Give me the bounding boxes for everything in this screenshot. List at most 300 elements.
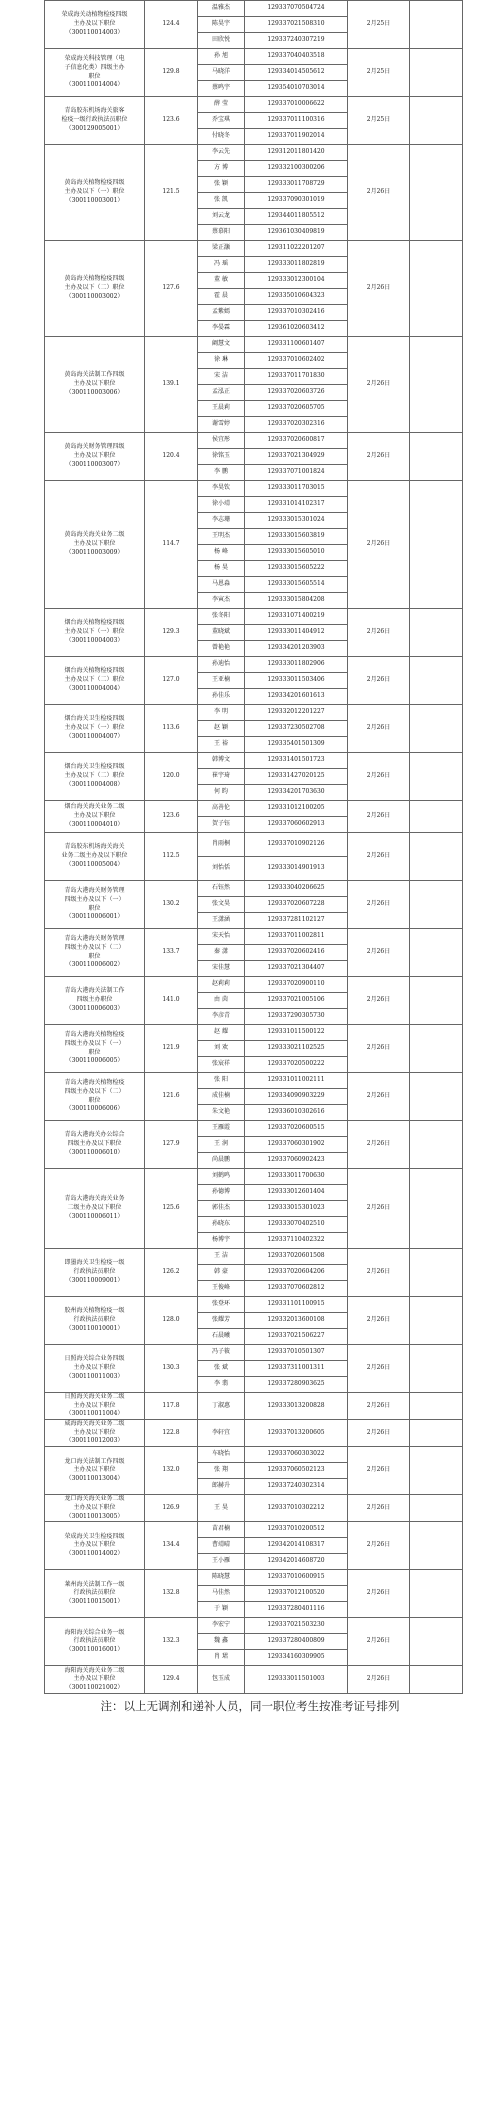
candidate-name: 马恩淼 — [198, 577, 245, 593]
candidate-name: 孟泓正 — [198, 385, 245, 401]
position-line: 行政执法员职位 — [73, 1316, 116, 1324]
position-line: 龙口海关法制工作四级 — [64, 1457, 125, 1465]
exam-number: 129334201203903 — [245, 641, 348, 657]
interview-date: 2月26日 — [348, 145, 410, 241]
exam-number: 129337240302314 — [245, 1479, 348, 1495]
candidate-name: 张 阳 — [198, 1073, 245, 1089]
candidate-name: 霍 晨 — [198, 289, 245, 305]
candidate-name: 韩博文 — [198, 753, 245, 769]
candidate-name: 蔡慕阳 — [198, 225, 245, 241]
table-row — [45, 929, 463, 945]
score-cell: 122.8 — [145, 1420, 198, 1447]
position-line: （300110006010） — [65, 1148, 124, 1156]
candidate-name: 秦 潇 — [198, 945, 245, 961]
position-line: （300110006005） — [65, 1057, 124, 1065]
exam-number: 129337311001311 — [245, 1361, 348, 1377]
exam-number: 129333011501003 — [245, 1666, 348, 1694]
remark-cell — [410, 657, 463, 705]
table-row — [45, 705, 463, 721]
interview-date: 2月26日 — [348, 609, 410, 657]
position-line: 主办及以下（一）职位 — [64, 188, 125, 196]
candidate-name: 徐铭玉 — [198, 449, 245, 465]
table-row — [45, 657, 463, 673]
exam-number: 129333011703015 — [245, 481, 348, 497]
position-line: 职位 — [88, 1096, 101, 1104]
position-cell — [45, 1249, 145, 1297]
candidate-name: 何 昀 — [198, 785, 245, 801]
position-line: 主办及以下职位 — [73, 1364, 116, 1372]
exam-number: 129342014608720 — [245, 1554, 348, 1570]
position-cell — [45, 1522, 145, 1570]
position-line: （300110005004） — [65, 860, 124, 868]
exam-number: 129337240307219 — [245, 33, 348, 49]
exam-number: 129333015603819 — [245, 529, 348, 545]
candidate-name: 张耀芳 — [198, 1313, 245, 1329]
position-line: 主办及以下职位 — [73, 1428, 116, 1436]
position-line: 青岛大港海关财务管理 — [64, 887, 125, 895]
remark-cell — [410, 801, 463, 833]
table-row — [45, 1495, 463, 1522]
position-line: 四级主办及以下（一） — [64, 895, 125, 903]
score-cell: 130.3 — [145, 1345, 198, 1393]
exam-number: 129331014102317 — [245, 497, 348, 513]
remark-cell — [410, 1393, 463, 1420]
table-row — [45, 1169, 463, 1185]
exam-number: 129337060902423 — [245, 1153, 348, 1169]
position-cell — [45, 1570, 145, 1618]
candidate-name: 杨 昊 — [198, 561, 245, 577]
candidate-name: 孙晓东 — [198, 1217, 245, 1233]
exam-number: 129337021304929 — [245, 449, 348, 465]
candidate-name: 宋佳慧 — [198, 961, 245, 977]
position-cell — [45, 241, 145, 337]
position-line: 主办及以下职位 — [73, 540, 116, 548]
exam-number: 129334201703630 — [245, 785, 348, 801]
position-line: 日照海关海关业务二级 — [64, 1393, 125, 1400]
exam-number: 129333015605010 — [245, 545, 348, 561]
exam-number: 129334014505612 — [245, 65, 348, 81]
interview-list-table — [44, 0, 463, 1694]
candidate-name: 郎赫升 — [198, 1479, 245, 1495]
candidate-name: 付晓冬 — [198, 129, 245, 145]
exam-number: 129337010600915 — [245, 1570, 348, 1586]
candidate-name: 薛 莹 — [198, 97, 245, 113]
candidate-name: 李彦青 — [198, 1009, 245, 1025]
exam-number: 129335010604323 — [245, 289, 348, 305]
exam-number: 129337230502708 — [245, 721, 348, 737]
position-line: 行政执法员职位 — [73, 1637, 116, 1645]
position-line: 烟台海关植物检疫四级 — [64, 619, 125, 627]
exam-number: 129312011801420 — [245, 145, 348, 161]
table-row — [45, 1447, 463, 1463]
table-row — [45, 1249, 463, 1265]
exam-number: 129337021503230 — [245, 1618, 348, 1634]
interview-date: 2月26日 — [348, 657, 410, 705]
candidate-name: 刘云龙 — [198, 209, 245, 225]
candidate-name: 尚晨鹏 — [198, 1153, 245, 1169]
candidate-name: 蔡鸣宇 — [198, 81, 245, 97]
table-row — [45, 433, 463, 449]
score-cell: 125.6 — [145, 1169, 198, 1249]
position-line: 职位 — [88, 72, 101, 80]
position-cell — [45, 1495, 145, 1522]
table-row — [45, 1297, 463, 1313]
exam-number: 129333011802819 — [245, 257, 348, 273]
score-cell: 130.2 — [145, 881, 198, 929]
candidate-name: 张 凯 — [198, 193, 245, 209]
position-cell — [45, 1025, 145, 1073]
exam-number: 129333013200828 — [245, 1393, 348, 1420]
candidate-name: 孙迪怡 — [198, 657, 245, 673]
position-cell — [45, 97, 145, 145]
candidate-name: 田欣悦 — [198, 33, 245, 49]
exam-number: 129337020302316 — [245, 417, 348, 433]
footnote: 注：以上无调剂和递补人员，同一职位考生按准考证号排列 — [100, 1699, 400, 1714]
score-cell: 132.8 — [145, 1570, 198, 1618]
table-row — [45, 1, 463, 17]
position-line: 青岛大港海关财务管理 — [64, 935, 125, 943]
exam-number: 129333011404912 — [245, 625, 348, 641]
position-cell — [45, 433, 145, 481]
remark-cell — [410, 705, 463, 753]
candidate-name: 肖雨桐 — [198, 833, 245, 857]
table-row — [45, 1570, 463, 1586]
position-line: 黄岛海关植物检疫四级 — [64, 179, 125, 187]
remark-cell — [410, 145, 463, 241]
remark-cell — [410, 1345, 463, 1393]
exam-number: 129337020900110 — [245, 977, 348, 993]
score-cell: 117.8 — [145, 1393, 198, 1420]
exam-number: 129333070402510 — [245, 1217, 348, 1233]
position-cell — [45, 1073, 145, 1121]
exam-number: 129337280400809 — [245, 1634, 348, 1650]
candidate-name: 王明杰 — [198, 529, 245, 545]
position-cell — [45, 1345, 145, 1393]
remark-cell — [410, 1025, 463, 1073]
score-cell: 121.6 — [145, 1073, 198, 1121]
candidate-name: 梁正灏 — [198, 241, 245, 257]
candidate-name: 张登环 — [198, 1297, 245, 1313]
exam-number: 129337290305730 — [245, 1009, 348, 1025]
interview-date: 2月26日 — [348, 1420, 410, 1447]
position-cell — [45, 609, 145, 657]
score-cell: 121.5 — [145, 145, 198, 241]
table-row — [45, 145, 463, 161]
interview-date: 2月25日 — [348, 1, 410, 49]
position-cell — [45, 705, 145, 753]
position-line: 海阳海关海关业务二级 — [64, 1666, 125, 1674]
exam-number: 129337090301019 — [245, 193, 348, 209]
exam-number: 129342014108317 — [245, 1538, 348, 1554]
position-line: 青岛大港海关植物检疫 — [64, 1031, 125, 1039]
position-cell — [45, 337, 145, 433]
candidate-name: 赵莉莉 — [198, 977, 245, 993]
position-cell — [45, 1169, 145, 1249]
position-line: （300110010001） — [65, 1324, 124, 1332]
interview-date: 2月26日 — [348, 1249, 410, 1297]
score-cell: 123.6 — [145, 97, 198, 145]
interview-date: 2月26日 — [348, 1297, 410, 1345]
candidate-name: 王亚楠 — [198, 673, 245, 689]
table-row — [45, 1522, 463, 1538]
position-cell — [45, 1, 145, 49]
position-line: 龙口海关海关业务二级 — [64, 1495, 125, 1503]
position-line: 职位 — [88, 904, 101, 912]
remark-cell — [410, 1666, 463, 1694]
position-line: （300129005001） — [65, 124, 124, 132]
position-line: 黄岛海关财务管理四级 — [64, 443, 125, 451]
remark-cell — [410, 1495, 463, 1522]
score-cell: 113.6 — [145, 705, 198, 753]
candidate-name: 冯子筱 — [198, 1345, 245, 1361]
candidate-name: 李轩宜 — [198, 1420, 245, 1447]
position-line: 四级主办职位 — [76, 996, 113, 1004]
position-cell — [45, 1297, 145, 1345]
candidate-name: 徐小靖 — [198, 497, 245, 513]
position-line: 四级主办及以下（一） — [64, 1039, 125, 1047]
interview-date: 2月26日 — [348, 337, 410, 433]
position-line: （300110009001） — [65, 1276, 124, 1284]
candidate-name: 董晓斌 — [198, 625, 245, 641]
score-cell: 120.4 — [145, 433, 198, 481]
score-cell: 127.0 — [145, 657, 198, 705]
position-line: 业务二级主办及以下职位 — [61, 852, 128, 860]
position-cell — [45, 1420, 145, 1447]
exam-number: 129337013200605 — [245, 1420, 348, 1447]
candidate-name: 冯 瑶 — [198, 257, 245, 273]
candidate-name: 曹靖晴 — [198, 1538, 245, 1554]
candidate-name: 张 颖 — [198, 177, 245, 193]
exam-number: 129331071400219 — [245, 609, 348, 625]
exam-number: 129337020602416 — [245, 945, 348, 961]
candidate-name: 董 敏 — [198, 273, 245, 289]
interview-date: 2月26日 — [348, 1073, 410, 1121]
position-line: 青岛大港海关办公综合 — [64, 1131, 125, 1139]
position-line: 烟台海关卫生检疫四级 — [64, 763, 125, 771]
position-line: 荣成海关科技管理（电 — [64, 55, 125, 63]
remark-cell — [410, 49, 463, 97]
position-cell — [45, 1393, 145, 1420]
candidate-name: 宋天怡 — [198, 929, 245, 945]
exam-number: 129337010302212 — [245, 1495, 348, 1522]
interview-date: 2月26日 — [348, 1570, 410, 1618]
position-line: （300110011004） — [65, 1410, 124, 1418]
exam-number: 129336010302616 — [245, 1105, 348, 1121]
candidate-name: 王小雁 — [198, 1554, 245, 1570]
position-line: （300110003001） — [65, 196, 124, 204]
position-line: 主办及以下（一）职位 — [64, 628, 125, 636]
position-line: （300110003002） — [65, 292, 124, 300]
exam-number: 129331401501723 — [245, 753, 348, 769]
candidate-name: 张 斌 — [198, 1361, 245, 1377]
exam-number: 129337021304407 — [245, 961, 348, 977]
interview-date: 2月26日 — [348, 1618, 410, 1666]
position-line: 主办及以下职位 — [73, 1401, 116, 1409]
score-cell: 133.7 — [145, 929, 198, 977]
table-row — [45, 97, 463, 113]
position-cell — [45, 49, 145, 97]
candidate-name: 车晓怡 — [198, 1447, 245, 1463]
exam-number: 129344011805512 — [245, 209, 348, 225]
remark-cell — [410, 241, 463, 337]
position-line: （300110004008） — [65, 780, 124, 788]
position-line: 威海海关海关业务二级 — [64, 1420, 125, 1428]
exam-number: 129337020500222 — [245, 1057, 348, 1073]
interview-date: 2月26日 — [348, 705, 410, 753]
position-line: 职位 — [88, 952, 101, 960]
table-row — [45, 1618, 463, 1634]
position-line: 青岛胶东机场海关旅客 — [64, 107, 125, 115]
position-line: 检疫一级行政执法员职位 — [61, 116, 128, 124]
position-line: 主办及以下（二）职位 — [64, 772, 125, 780]
position-line: 黄岛海关海关业务二级 — [64, 531, 125, 539]
table-row — [45, 753, 463, 769]
candidate-name: 李志珊 — [198, 513, 245, 529]
interview-date: 2月26日 — [348, 1447, 410, 1495]
exam-number: 129334201601613 — [245, 689, 348, 705]
position-line: （300110021002） — [65, 1684, 124, 1692]
interview-date: 2月25日 — [348, 49, 410, 97]
candidate-name: 李 鹏 — [198, 465, 245, 481]
exam-number: 129337010006622 — [245, 97, 348, 113]
candidate-name: 刘 欢 — [198, 1041, 245, 1057]
position-line: （300110004003） — [65, 636, 124, 644]
position-line: 烟台海关海关业务二级 — [64, 803, 125, 811]
exam-number: 129337070602812 — [245, 1281, 348, 1297]
interview-date: 2月26日 — [348, 833, 410, 881]
exam-number: 129333014901913 — [245, 857, 348, 881]
position-line: 黄岛海关植物检疫四级 — [64, 275, 125, 283]
candidate-name: 陈晓慧 — [198, 1570, 245, 1586]
candidate-name: 王 润 — [198, 1137, 245, 1153]
interview-date: 2月26日 — [348, 481, 410, 609]
exam-number: 129333011802906 — [245, 657, 348, 673]
remark-cell — [410, 1, 463, 49]
candidate-name: 李宏宁 — [198, 1618, 245, 1634]
candidate-name: 苗君楠 — [198, 1522, 245, 1538]
position-line: （300110004007） — [65, 732, 124, 740]
candidate-name: 李寅杰 — [198, 593, 245, 609]
position-line: （300110003007） — [65, 460, 124, 468]
candidate-name: 阚慧文 — [198, 337, 245, 353]
exam-number: 129337011902014 — [245, 129, 348, 145]
position-line: （300110013004） — [65, 1474, 124, 1482]
interview-date: 2月26日 — [348, 241, 410, 337]
candidate-name: 石钰然 — [198, 881, 245, 897]
exam-number: 129337020600817 — [245, 433, 348, 449]
score-cell: 121.9 — [145, 1025, 198, 1073]
interview-date: 2月26日 — [348, 1169, 410, 1249]
position-line: （300110016001） — [65, 1646, 124, 1654]
remark-cell — [410, 833, 463, 881]
candidate-name: 徐 琳 — [198, 353, 245, 369]
candidate-name: 方 博 — [198, 161, 245, 177]
table-row — [45, 881, 463, 897]
score-cell: 132.3 — [145, 1618, 198, 1666]
candidate-name: 孙 旭 — [198, 49, 245, 65]
exam-number: 129337010902126 — [245, 833, 348, 857]
candidate-name: 李 明 — [198, 705, 245, 721]
position-cell — [45, 881, 145, 929]
candidate-name: 郭佳杰 — [198, 1201, 245, 1217]
position-line: （300110014002） — [65, 1550, 124, 1558]
candidate-name: 杨 峰 — [198, 545, 245, 561]
candidate-name: 侯宜彤 — [198, 433, 245, 449]
position-line: 主办及以下职位 — [73, 812, 116, 820]
position-cell — [45, 1666, 145, 1694]
position-line: （300110003009） — [65, 548, 124, 556]
position-line: 主办及以下（二）职位 — [64, 284, 125, 292]
position-line: 青岛大港海关植物检疫 — [64, 1079, 125, 1087]
candidate-name: 温雅杰 — [198, 1, 245, 17]
score-cell: 127.6 — [145, 241, 198, 337]
candidate-name: 王 昊 — [198, 1495, 245, 1522]
position-line: （300110006002） — [65, 961, 124, 969]
exam-number: 129361020603412 — [245, 321, 348, 337]
remark-cell — [410, 1249, 463, 1297]
remark-cell — [410, 881, 463, 929]
candidate-name: 赵 颖 — [198, 721, 245, 737]
exam-number: 129337010602402 — [245, 353, 348, 369]
table-row — [45, 49, 463, 65]
candidate-name: 孙德博 — [198, 1185, 245, 1201]
exam-number: 129333015605514 — [245, 577, 348, 593]
position-cell — [45, 929, 145, 977]
position-cell — [45, 753, 145, 801]
score-cell: 132.0 — [145, 1447, 198, 1495]
position-line: 四级主办及以下（二） — [64, 943, 125, 951]
exam-number: 129337280401116 — [245, 1602, 348, 1618]
position-line: 胶州海关植物检疫一级 — [64, 1307, 125, 1315]
exam-number: 129337020604206 — [245, 1265, 348, 1281]
candidate-name: 李 翡 — [198, 1377, 245, 1393]
position-line: 即墨海关卫生检疫一级 — [64, 1259, 125, 1267]
position-line: 主办及以下职位 — [73, 380, 116, 388]
position-line: （300110012003） — [65, 1437, 124, 1445]
candidate-name: 宋 洁 — [198, 369, 245, 385]
exam-number: 129332012201227 — [245, 705, 348, 721]
exam-number: 129337060602913 — [245, 817, 348, 833]
candidate-name: 张冬阳 — [198, 609, 245, 625]
interview-date: 2月26日 — [348, 1345, 410, 1393]
candidate-name: 高善伦 — [198, 801, 245, 817]
position-line: 四级主办及以下（二） — [64, 1087, 125, 1095]
table-row — [45, 1073, 463, 1089]
candidate-name: 魏 鑫 — [198, 1634, 245, 1650]
position-line: 主办及以下（二）职位 — [64, 676, 125, 684]
position-line: 主办及以下职位 — [73, 20, 116, 28]
interview-date: 2月26日 — [348, 1025, 410, 1073]
exam-number: 129337020601508 — [245, 1249, 348, 1265]
position-line: （300110014004） — [65, 81, 124, 89]
exam-number: 129331011500122 — [245, 1025, 348, 1041]
table-row — [45, 1420, 463, 1447]
position-line: （300110013005） — [65, 1512, 124, 1520]
candidate-name: 肖 珺 — [198, 1650, 245, 1666]
exam-number: 129337021506227 — [245, 1329, 348, 1345]
interview-date: 2月26日 — [348, 753, 410, 801]
candidate-name: 乔宝琪 — [198, 113, 245, 129]
remark-cell — [410, 1073, 463, 1121]
exam-number: 129361030409819 — [245, 225, 348, 241]
candidate-name: 谢雪婷 — [198, 417, 245, 433]
score-cell: 120.0 — [145, 753, 198, 801]
candidate-name: 刘鹤鸣 — [198, 1169, 245, 1185]
position-cell — [45, 833, 145, 881]
candidate-name: 韩 豪 — [198, 1265, 245, 1281]
position-line: 子信息化类）四级主办 — [64, 63, 125, 71]
exam-number: 129337020605705 — [245, 401, 348, 417]
